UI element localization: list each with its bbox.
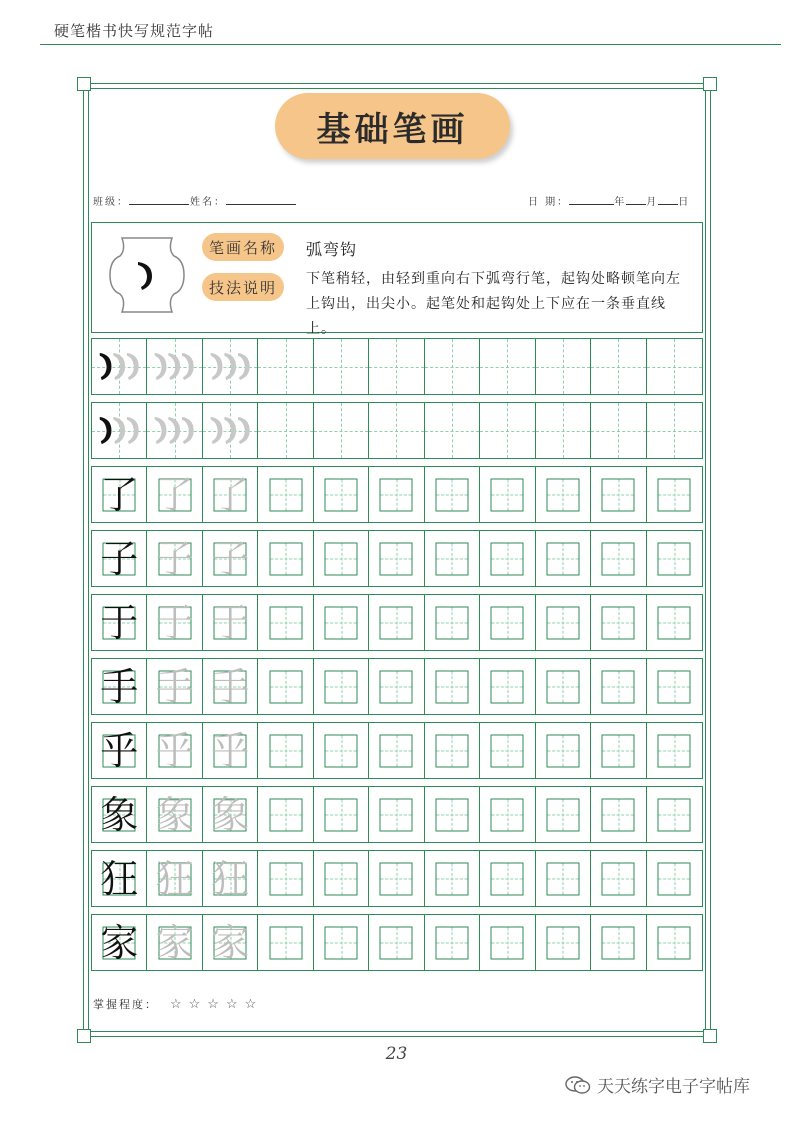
practice-cell[interactable] [425, 531, 480, 586]
curved-hook-stroke [127, 417, 139, 444]
curved-hook-stroke [182, 417, 194, 444]
tian-grid-cell[interactable] [591, 339, 646, 394]
character-practice-row [91, 850, 703, 907]
practice-cell[interactable] [480, 851, 535, 906]
curved-hook-stroke [224, 417, 236, 444]
practice-cell[interactable] [480, 595, 535, 650]
tian-grid-cell[interactable] [147, 339, 202, 394]
day-blank[interactable] [658, 194, 678, 205]
model-character: 家 [100, 920, 139, 965]
practice-cell[interactable] [425, 723, 480, 778]
practice-cell[interactable] [647, 723, 702, 778]
practice-cell[interactable] [258, 531, 313, 586]
inner-guide-square [269, 862, 302, 895]
stroke-hook-group [203, 403, 257, 458]
inner-guide-square [380, 606, 413, 639]
character-practice-row [91, 594, 703, 651]
inner-guide-square [658, 606, 691, 639]
inner-guide-square [435, 926, 468, 959]
trace-character: 家 [211, 920, 250, 965]
tian-grid-cell[interactable] [647, 403, 702, 458]
practice-cell[interactable] [591, 723, 646, 778]
inner-guide-square [269, 542, 302, 575]
inner-guide-square [491, 670, 524, 703]
tian-grid-cell[interactable] [536, 403, 591, 458]
practice-cell[interactable] [480, 787, 535, 842]
practice-cell[interactable] [369, 723, 424, 778]
curved-hook-stroke [155, 417, 167, 444]
stroke-sample-graphic [108, 236, 186, 314]
practice-cell[interactable] [314, 723, 369, 778]
practice-cell[interactable] [425, 595, 480, 650]
inner-guide-square [491, 542, 524, 575]
name-blank[interactable] [226, 194, 296, 205]
curved-hook-stroke [100, 417, 112, 444]
inner-guide-square [325, 862, 358, 895]
trace-character: 家 [155, 920, 194, 965]
tian-grid-cell[interactable] [314, 403, 369, 458]
practice-cell[interactable] [203, 787, 258, 842]
practice-cell[interactable] [536, 723, 591, 778]
header-rule [40, 44, 781, 45]
practice-cell[interactable] [591, 659, 646, 714]
practice-cell[interactable] [203, 851, 258, 906]
watermark [565, 1072, 750, 1097]
practice-cell[interactable] [147, 467, 202, 522]
inner-guide-square [658, 542, 691, 575]
inner-guide-square [491, 926, 524, 959]
practice-cell[interactable] [647, 915, 702, 970]
practice-cell[interactable] [92, 723, 147, 778]
inner-guide-square [546, 670, 579, 703]
model-character: 子 [100, 536, 139, 581]
inner-guide-square [602, 798, 635, 831]
practice-cell[interactable] [369, 787, 424, 842]
frame-corner [703, 1029, 717, 1043]
practice-cell[interactable] [369, 659, 424, 714]
character-practice-row [91, 530, 703, 587]
inner-guide-square [269, 798, 302, 831]
header-title: 硬笔楷书快写规范字帖 [54, 22, 215, 40]
inner-guide-square [602, 926, 635, 959]
inner-guide-square [380, 734, 413, 767]
curved-hook-stroke [182, 353, 194, 380]
inner-guide-square [435, 798, 468, 831]
practice-cell[interactable] [591, 595, 646, 650]
tian-grid-cell[interactable] [591, 403, 646, 458]
inner-guide-square [546, 478, 579, 511]
character-practice-row [91, 786, 703, 843]
practice-cell[interactable] [314, 467, 369, 522]
inner-guide-square [269, 670, 302, 703]
technique-tag: 技法说明 [202, 273, 284, 301]
curved-hook-stroke [224, 353, 236, 380]
practice-cell[interactable] [92, 659, 147, 714]
practice-cell[interactable] [536, 915, 591, 970]
inner-guide-square [325, 542, 358, 575]
inner-guide-square [602, 478, 635, 511]
stroke-name: 弧弯钩 [306, 240, 358, 259]
inner-guide-square [380, 926, 413, 959]
stroke-hook-group [92, 339, 146, 394]
inner-guide-square [546, 734, 579, 767]
curved-hook-stroke [169, 353, 181, 380]
inner-guide-square [435, 606, 468, 639]
inner-guide-square [602, 542, 635, 575]
practice-cell[interactable] [203, 723, 258, 778]
practice-cell[interactable] [591, 787, 646, 842]
model-character: 了 [100, 472, 139, 517]
inner-guide-square [380, 670, 413, 703]
inner-guide-square [325, 606, 358, 639]
practice-cell[interactable] [369, 851, 424, 906]
trace-character: 手 [211, 664, 250, 709]
model-character: 手 [100, 664, 139, 709]
tian-grid-cell[interactable] [314, 339, 369, 394]
practice-cell[interactable] [258, 723, 313, 778]
practice-cell[interactable] [314, 851, 369, 906]
inner-guide-square [546, 798, 579, 831]
inner-guide-square [602, 670, 635, 703]
inner-guide-square [325, 478, 358, 511]
trace-character: 手 [155, 664, 194, 709]
month-label: 月 [646, 197, 659, 208]
inner-guide-square [658, 798, 691, 831]
tian-grid-cell[interactable] [92, 403, 147, 458]
practice-cell[interactable] [203, 915, 258, 970]
character-practice-row [91, 466, 703, 523]
practice-cell[interactable] [536, 467, 591, 522]
frame-corner [703, 77, 717, 91]
practice-cell[interactable] [147, 915, 202, 970]
day-label: 日 [678, 197, 691, 208]
watermark-text: 天天练字电子字帖库 [597, 1077, 750, 1097]
inner-guide-square [325, 670, 358, 703]
practice-cell[interactable] [147, 659, 202, 714]
inner-guide-square [325, 798, 358, 831]
mastery-label: 掌握程度： [93, 998, 158, 1011]
trace-character: 象 [211, 792, 250, 837]
tian-grid-cell[interactable] [147, 403, 202, 458]
stroke-hook-group [147, 339, 201, 394]
class-field[interactable] [93, 193, 189, 208]
frame-corner [77, 77, 91, 91]
date-label: 日 期： [528, 197, 570, 208]
inner-guide-square [602, 862, 635, 895]
curved-hook-stroke [238, 353, 250, 380]
date-field[interactable] [528, 193, 690, 208]
year-blank[interactable] [569, 194, 614, 205]
curved-hook-stroke [100, 353, 112, 380]
practice-cell[interactable] [147, 595, 202, 650]
curved-hook-stroke [113, 417, 125, 444]
inner-guide-square [658, 478, 691, 511]
practice-cell[interactable] [425, 787, 480, 842]
practice-cell[interactable] [647, 851, 702, 906]
tian-grid-cell[interactable] [647, 339, 702, 394]
mastery-rating [93, 996, 263, 1012]
practice-cell[interactable] [425, 659, 480, 714]
practice-cell[interactable] [92, 531, 147, 586]
inner-guide-square [658, 862, 691, 895]
inner-guide-square [546, 862, 579, 895]
practice-cell[interactable] [369, 595, 424, 650]
inner-guide-square [491, 862, 524, 895]
practice-cell[interactable] [647, 595, 702, 650]
inner-guide-square [269, 734, 302, 767]
practice-cell[interactable] [536, 659, 591, 714]
frame-corner [77, 1029, 91, 1043]
inner-guide-square [325, 926, 358, 959]
practice-cell[interactable] [480, 915, 535, 970]
trace-character: 乎 [155, 728, 194, 773]
inner-guide-square [380, 478, 413, 511]
wechat-icon [565, 1075, 591, 1095]
practice-cell[interactable] [314, 531, 369, 586]
inner-guide-square [380, 798, 413, 831]
practice-cell[interactable] [647, 659, 702, 714]
section-banner: 基础笔画 [275, 93, 510, 159]
inner-guide-square [435, 542, 468, 575]
inner-guide-square [546, 606, 579, 639]
character-practice-row [91, 914, 703, 971]
trace-character: 子 [155, 536, 194, 581]
inner-guide-square [491, 606, 524, 639]
trace-character: 于 [211, 600, 250, 645]
practice-cell[interactable] [480, 723, 535, 778]
stroke-practice-row [91, 402, 703, 459]
inner-guide-square [435, 478, 468, 511]
inner-guide-square [435, 862, 468, 895]
tian-grid-cell[interactable] [425, 403, 480, 458]
character-practice-row [91, 722, 703, 779]
curved-hook-stroke [211, 417, 223, 444]
practice-cell[interactable] [92, 915, 147, 970]
practice-cell[interactable] [258, 851, 313, 906]
inner-guide-square [602, 734, 635, 767]
practice-cell[interactable] [647, 787, 702, 842]
practice-cell[interactable] [147, 723, 202, 778]
tian-grid-cell[interactable] [480, 339, 535, 394]
inner-guide-square [380, 862, 413, 895]
tian-grid-cell[interactable] [203, 403, 258, 458]
stroke-practice-row [91, 338, 703, 395]
class-blank[interactable] [129, 194, 189, 205]
inner-guide-square [491, 478, 524, 511]
inner-guide-square [602, 606, 635, 639]
practice-cell[interactable] [647, 531, 702, 586]
practice-cell[interactable] [480, 531, 535, 586]
inner-guide-square [658, 670, 691, 703]
stroke-name-tag: 笔画名称 [202, 233, 284, 261]
curved-hook-stroke [211, 353, 223, 380]
name-field[interactable] [190, 193, 296, 208]
practice-cell[interactable] [92, 467, 147, 522]
practice-cell[interactable] [147, 531, 202, 586]
trace-character: 了 [211, 472, 250, 517]
inner-guide-square [546, 542, 579, 575]
stroke-hook-group [92, 403, 146, 458]
practice-cell[interactable] [647, 467, 702, 522]
stroke-info-box [91, 222, 703, 337]
practice-cell[interactable] [425, 915, 480, 970]
tian-grid-cell[interactable] [369, 339, 424, 394]
practice-cell[interactable] [536, 531, 591, 586]
practice-cell[interactable] [258, 787, 313, 842]
practice-cell[interactable] [203, 659, 258, 714]
tian-grid-cell[interactable] [425, 339, 480, 394]
model-character: 狂 [100, 856, 139, 901]
practice-cell[interactable] [314, 915, 369, 970]
curved-hook-stroke [127, 353, 139, 380]
tian-grid-cell[interactable] [258, 339, 313, 394]
practice-cell[interactable] [258, 659, 313, 714]
mastery-stars[interactable]: ☆☆☆☆☆ [170, 997, 264, 1012]
practice-cell[interactable] [314, 787, 369, 842]
stroke-sample-cell [108, 236, 186, 314]
practice-cell[interactable] [147, 851, 202, 906]
trace-character: 狂 [211, 856, 250, 901]
tian-grid-cell[interactable] [258, 403, 313, 458]
curved-hook-stroke [155, 353, 167, 380]
tian-grid-cell[interactable] [369, 403, 424, 458]
practice-cell[interactable] [258, 467, 313, 522]
page-number: 23 [385, 1044, 408, 1064]
inner-guide-square [435, 734, 468, 767]
month-blank[interactable] [626, 194, 646, 205]
inner-guide-square [435, 670, 468, 703]
trace-character: 乎 [211, 728, 250, 773]
practice-cell[interactable] [258, 595, 313, 650]
inner-guide-square [491, 734, 524, 767]
inner-guide-square [269, 478, 302, 511]
trace-character: 狂 [155, 856, 194, 901]
curved-hook-stroke [238, 417, 250, 444]
tian-grid-cell[interactable] [536, 339, 591, 394]
practice-cell[interactable] [369, 531, 424, 586]
practice-cell[interactable] [203, 467, 258, 522]
tian-grid-cell[interactable] [203, 339, 258, 394]
practice-cell[interactable] [92, 595, 147, 650]
practice-cell[interactable] [203, 531, 258, 586]
practice-cell[interactable] [147, 787, 202, 842]
practice-cell[interactable] [536, 851, 591, 906]
practice-cell[interactable] [591, 531, 646, 586]
inner-guide-square [325, 734, 358, 767]
practice-cell[interactable] [591, 467, 646, 522]
inner-guide-square [658, 734, 691, 767]
practice-cell[interactable] [480, 467, 535, 522]
curved-hook-stroke [113, 353, 125, 380]
curved-hook-stroke [169, 417, 181, 444]
model-character: 乎 [100, 728, 139, 773]
practice-cell[interactable] [258, 915, 313, 970]
practice-cell[interactable] [369, 467, 424, 522]
tian-grid-cell[interactable] [480, 403, 535, 458]
technique-description: 下笔稍轻，由轻到重向右下弧弯行笔，起钩处略顿笔向左上钩出，出尖小。起笔处和起钩处上下应在一条垂直线上。 [306, 271, 681, 337]
model-character: 象 [100, 792, 139, 837]
practice-cell[interactable] [536, 595, 591, 650]
year-label: 年 [614, 197, 627, 208]
tian-grid-cell[interactable] [92, 339, 147, 394]
practice-cell[interactable] [591, 851, 646, 906]
inner-guide-square [269, 606, 302, 639]
practice-cell[interactable] [203, 595, 258, 650]
practice-cell[interactable] [591, 915, 646, 970]
class-label: 班级： [93, 197, 129, 208]
practice-cell[interactable] [314, 595, 369, 650]
practice-cell[interactable] [536, 787, 591, 842]
inner-guide-square [491, 798, 524, 831]
stroke-hook-group [147, 403, 201, 458]
practice-cell[interactable] [480, 659, 535, 714]
practice-cell[interactable] [314, 659, 369, 714]
inner-guide-square [546, 926, 579, 959]
name-label: 姓名： [190, 197, 226, 208]
trace-character: 子 [211, 536, 250, 581]
character-practice-row [91, 658, 703, 715]
practice-cell[interactable] [92, 851, 147, 906]
trace-character: 了 [155, 472, 194, 517]
model-character: 于 [100, 600, 139, 645]
practice-cell[interactable] [425, 467, 480, 522]
inner-guide-square [658, 926, 691, 959]
practice-cell[interactable] [369, 915, 424, 970]
stroke-hook-group [203, 339, 257, 394]
practice-cell[interactable] [92, 787, 147, 842]
inner-guide-square [269, 926, 302, 959]
trace-character: 于 [155, 600, 194, 645]
practice-cell[interactable] [425, 851, 480, 906]
trace-character: 象 [155, 792, 194, 837]
inner-guide-square [380, 542, 413, 575]
